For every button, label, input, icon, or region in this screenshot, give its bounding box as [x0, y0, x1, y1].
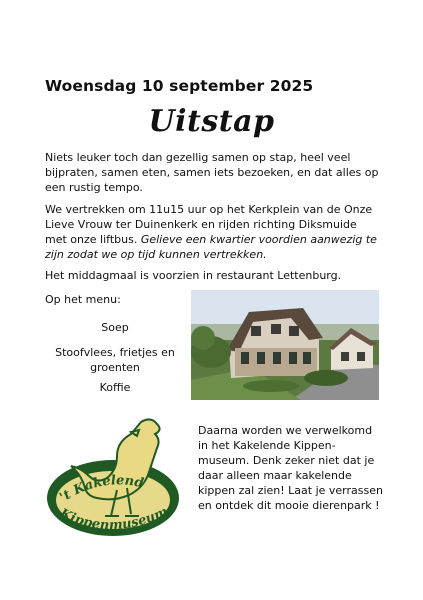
menu-item-coffee: Koffie [99, 381, 131, 394]
museum-paragraph: Daarna worden we verwelkomd in het Kakelende Kippen-museum. Denk zeker niet dat je daar alleen maar kakelende kippen zal zien! Laat je verrassen en ontdek dit mooie dierenpark ! [198, 424, 383, 512]
page-date: Woensdag 10 september 2025 [45, 77, 314, 95]
menu-label: Op het menu: [45, 293, 121, 306]
menu-item-main: Stoofvlees, frietjes en groenten [55, 346, 175, 374]
kippenmuseum-logo [45, 416, 195, 541]
logo-text-top: 't Kakelend [57, 473, 145, 506]
menu-item-soup: Soep [101, 321, 129, 334]
departure-text: We vertrekken om 11u15 uur op het Kerkplein van de Onze Lieve Vrouw ter Duinenkerk en rijden richting Diksmuide met onze liftbus. [45, 203, 373, 246]
departure-paragraph [45, 202, 380, 262]
departure-note: Gelieve een kwartier voordien aanwezig te zijn zodat we op tijd kunnen vertrekken. [45, 233, 377, 261]
logo-text-bottom: Kippenmuseum [57, 504, 171, 534]
page-title: Uitstap [148, 104, 275, 139]
intro-paragraph: Niets leuker toch dan gezellig samen op stap, heel veel bijpraten, samen eten, samen iets bezoeken, en dat alles op een rustig tempo. [45, 151, 379, 194]
restaurant-photo [191, 290, 379, 400]
lunch-paragraph: Het middagmaal is voorzien in restaurant Lettenburg. [45, 269, 342, 282]
